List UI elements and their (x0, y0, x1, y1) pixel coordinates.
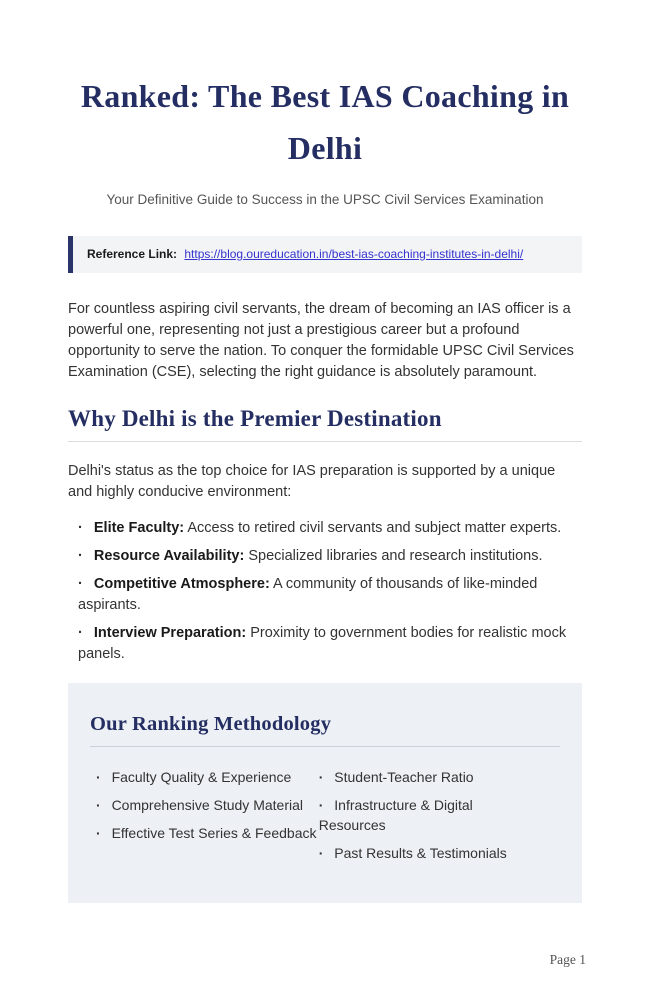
bullet-text: A community of thousands of like-minded aspirants. (78, 576, 538, 613)
methodology-columns (90, 767, 560, 871)
methodology-item: Past Results & Testimonials (334, 845, 507, 861)
methodology-right-list (319, 767, 542, 863)
page-number: Page 1 (549, 952, 586, 967)
methodology-left-list (96, 767, 319, 843)
bullet-icon: · (78, 520, 83, 536)
list-item (319, 843, 542, 863)
methodology-left-column (96, 767, 319, 871)
bullet-text: Access to retired civil servants and subject matter experts. (187, 520, 562, 536)
list-item (319, 767, 542, 787)
intro-paragraph: For countless aspiring civil servants, the dream of becoming an IAS officer is a powerful one, representing not just a prestigious career but a profound opportunity to serve the nation. To conquer the formidable UPSC Civil Services Examination (CSE), selecting the right guidance is absolutely paramount. (68, 301, 574, 380)
methodology-right-column (319, 767, 542, 871)
methodology-item: Infrastructure & Digital Resources (318, 797, 473, 833)
reference-link[interactable]: https://blog.oureducation.in/best-ias-coaching-institutes-in-delhi/ (184, 247, 524, 261)
list-item (78, 518, 582, 539)
bullet-text: Proximity to government bodies for realistic mock panels. (78, 625, 567, 662)
bullet-icon: · (96, 825, 101, 841)
bullet-icon: · (96, 797, 101, 813)
delhi-advantages-list (68, 518, 582, 665)
list-item (96, 767, 319, 787)
bullet-icon: · (78, 576, 83, 592)
methodology-item: Comprehensive Study Material (111, 797, 303, 813)
methodology-item: Effective Test Series & Feedback (111, 825, 317, 841)
methodology-item: Faculty Quality & Experience (111, 769, 292, 785)
bullet-label: Competitive Atmosphere: (93, 576, 270, 592)
ranking-methodology-box (68, 683, 582, 903)
methodology-heading: Our Ranking Methodology (90, 711, 560, 747)
methodology-item: Student-Teacher Ratio (334, 769, 474, 785)
list-item (78, 574, 582, 616)
section-lead-paragraph: Delhi's status as the top choice for IAS preparation is supported by a unique and highly conducive environment: (68, 463, 556, 500)
list-item (96, 823, 319, 843)
bullet-icon: · (78, 548, 83, 564)
list-item (96, 795, 319, 815)
bullet-icon: · (318, 845, 324, 861)
page-subtitle: Your Definitive Guide to Success in the UPSC Civil Services Examination (106, 192, 544, 207)
bullet-label: Resource Availability: (93, 548, 245, 564)
list-item (78, 623, 582, 665)
page-title: Ranked: The Best IAS Coaching in Delhi (80, 78, 570, 166)
list-item (319, 795, 542, 835)
bullet-icon: · (318, 797, 324, 813)
bullet-icon: · (78, 625, 83, 641)
bullet-icon: · (318, 769, 324, 785)
bullet-label: Elite Faculty: (93, 520, 185, 536)
document-page (0, 70, 650, 903)
list-item (78, 546, 582, 567)
reference-label: Reference Link: (87, 247, 178, 261)
section-heading-why-delhi: Why Delhi is the Premier Destination (68, 405, 582, 442)
bullet-label: Interview Preparation: (93, 625, 247, 641)
bullet-icon: · (96, 769, 101, 785)
reference-link-box (68, 236, 582, 273)
bullet-text: Specialized libraries and research institutions. (248, 548, 543, 564)
